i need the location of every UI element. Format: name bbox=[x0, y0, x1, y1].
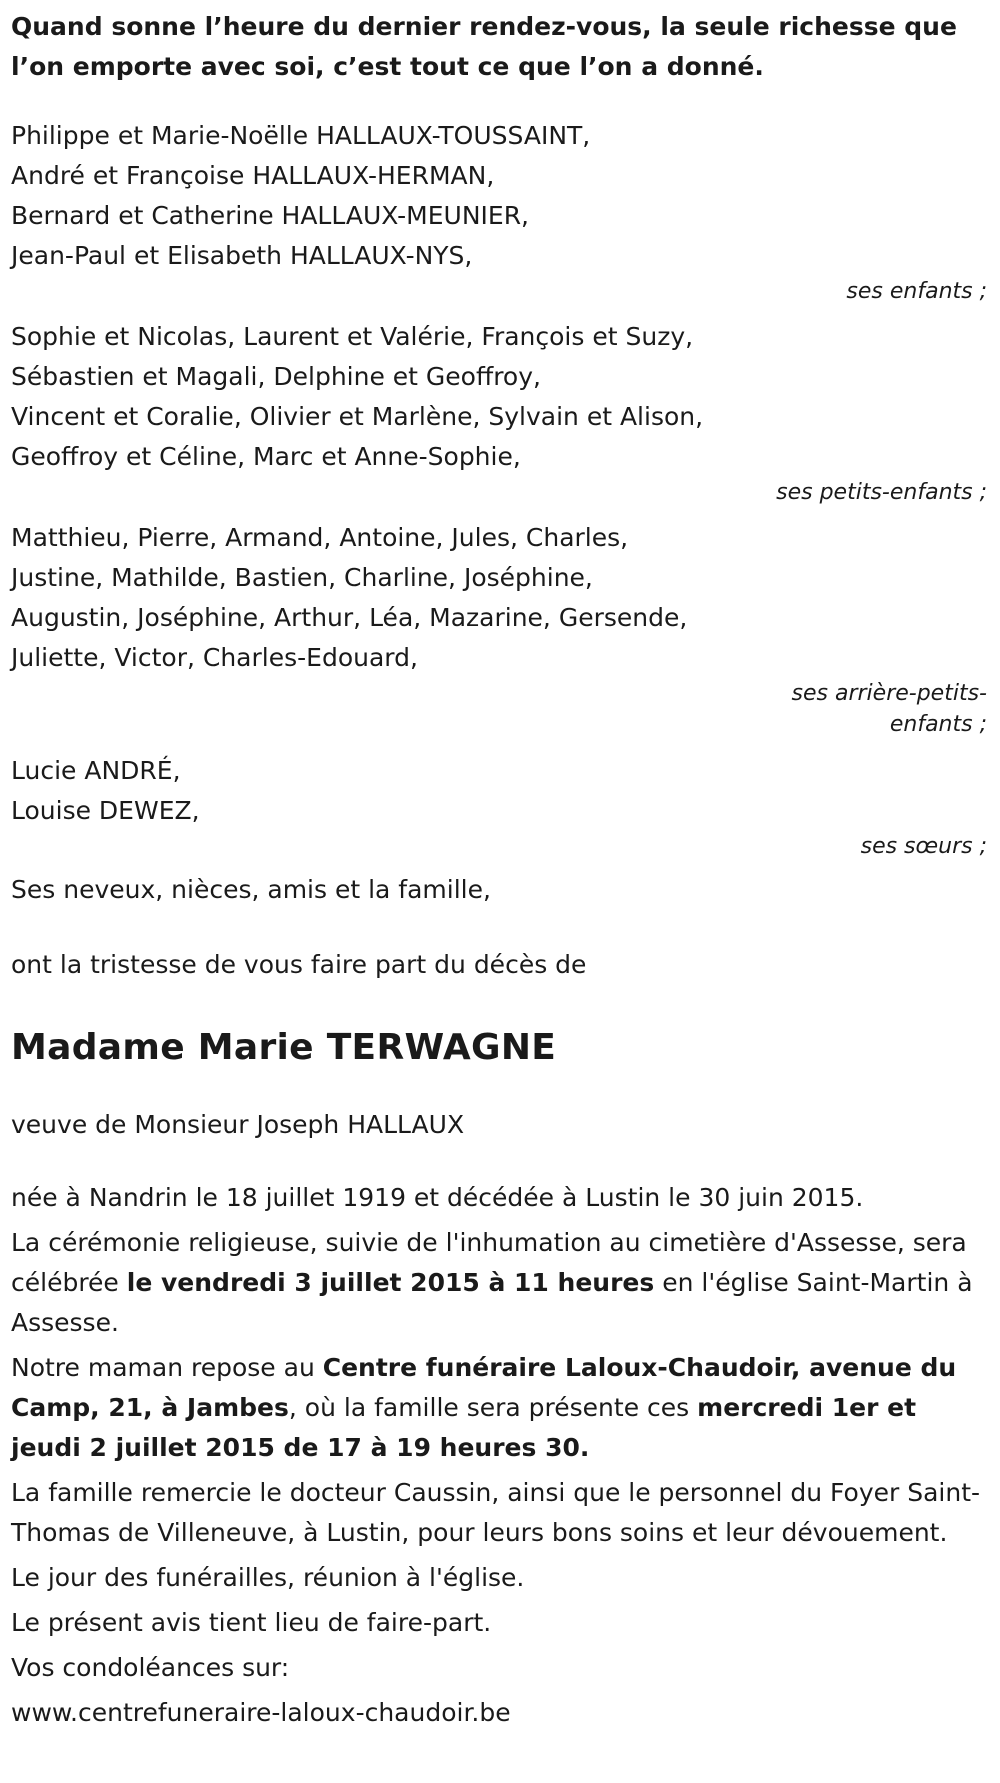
children-line: André et Françoise HALLAUX-HERMAN, bbox=[11, 161, 495, 190]
sisters-line: Lucie ANDRÉ, bbox=[11, 756, 181, 785]
great-grandchildren-line: Matthieu, Pierre, Armand, Antoine, Jules, Charles, bbox=[11, 523, 629, 552]
deceased-name: Madame Marie TERWAGNE bbox=[11, 1027, 557, 1068]
birth-death: née à Nandrin le 18 juillet 1919 et décédée à Lustin le 30 juin 2015. bbox=[11, 1183, 864, 1212]
children-group bbox=[11, 116, 987, 307]
great-grandchildren-group bbox=[11, 518, 987, 740]
visiting-hours: mercredi 1er et jeudi 2 juillet 2015 de 17 à 19 heures 30. bbox=[11, 1393, 917, 1462]
grandchildren-line: Sébastien et Magali, Delphine et Geoffroy, bbox=[11, 362, 541, 391]
ceremony-text: La cérémonie religieuse, suivie de l'inhumation au cimetière d'Assesse, sera célébrée bbox=[11, 1228, 967, 1297]
repose-text: Notre maman repose au bbox=[11, 1353, 323, 1382]
grandchildren-line: Vincent et Coralie, Olivier et Marlène, Sylvain et Alison, bbox=[11, 402, 704, 431]
children-line: Philippe et Marie-Noëlle HALLAUX-TOUSSAINT, bbox=[11, 121, 591, 150]
website-link[interactable]: www.centrefuneraire-laloux-chaudoir.be bbox=[11, 1698, 511, 1727]
grandchildren-group bbox=[11, 317, 987, 508]
funeral-day: Le jour des funérailles, réunion à l'église. bbox=[11, 1563, 525, 1592]
ceremony-paragraph bbox=[11, 1223, 987, 1343]
grandchildren-line: Geoffroy et Céline, Marc et Anne-Sophie, bbox=[11, 442, 521, 471]
great-grandchildren-line: Juliette, Victor, Charles-Edouard, bbox=[11, 643, 418, 672]
others-line: Ses neveux, nièces, amis et la famille, bbox=[11, 875, 491, 904]
relation-great-grandchildren: ses arrière-petits-enfants ; bbox=[791, 681, 987, 737]
body-text bbox=[11, 1178, 987, 1733]
relation-grandchildren: ses petits-enfants ; bbox=[776, 480, 987, 505]
sisters-group bbox=[11, 751, 987, 862]
epigraph: Quand sonne l’heure du dernier rendez-vous, la seule richesse que l’on emporte avec soi, c’est tout ce que l’on a donné. bbox=[11, 12, 957, 81]
great-grandchildren-line: Augustin, Joséphine, Arthur, Léa, Mazarine, Gersende, bbox=[11, 603, 688, 632]
repose-text-2: , où la famille sera présente ces bbox=[288, 1393, 698, 1422]
grandchildren-line: Sophie et Nicolas, Laurent et Valérie, François et Suzy, bbox=[11, 322, 694, 351]
notice-line: Le présent avis tient lieu de faire-part. bbox=[11, 1608, 492, 1637]
ceremony-place: en l'église Saint-Martin à Assesse. bbox=[11, 1268, 973, 1337]
announcement: ont la tristesse de vous faire part du décès de bbox=[11, 950, 587, 979]
relation-children: ses enfants ; bbox=[846, 279, 987, 304]
ceremony-date: le vendredi 3 juillet 2015 à 11 heures bbox=[126, 1268, 655, 1297]
repose-paragraph bbox=[11, 1348, 987, 1468]
great-grandchildren-line: Justine, Mathilde, Bastien, Charline, Joséphine, bbox=[11, 563, 593, 592]
thanks-paragraph: La famille remercie le docteur Caussin, ainsi que le personnel du Foyer Saint-Thomas de Villeneuve, à Lustin, pour leurs bons soins et leur dévouement. bbox=[11, 1478, 981, 1547]
widow-of: veuve de Monsieur Joseph HALLAUX bbox=[11, 1110, 465, 1139]
condolences-label: Vos condoléances sur: bbox=[11, 1653, 290, 1682]
relation-sisters: ses sœurs ; bbox=[860, 834, 987, 859]
children-line: Bernard et Catherine HALLAUX-MEUNIER, bbox=[11, 201, 530, 230]
funeral-home-address: Centre funéraire Laloux-Chaudoir, avenue du Camp, 21, à Jambes bbox=[11, 1353, 957, 1422]
sisters-line: Louise DEWEZ, bbox=[11, 796, 200, 825]
children-line: Jean-Paul et Elisabeth HALLAUX-NYS, bbox=[11, 241, 473, 270]
